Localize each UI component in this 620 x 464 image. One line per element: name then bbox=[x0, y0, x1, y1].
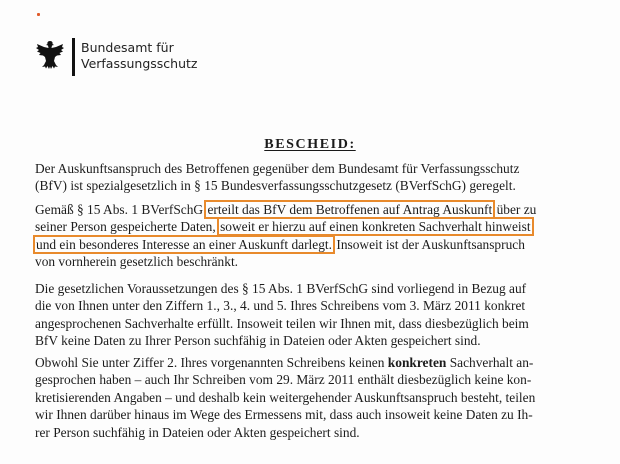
p3-line-3: angesprochenen Sachverhalte erfüllt. Insoweit teilen wir Ihnen mit, dass diesbezüglich beim bbox=[35, 315, 529, 331]
paragraph-1 bbox=[35, 160, 595, 195]
p4-line-1 bbox=[35, 354, 595, 371]
paragraph-4 bbox=[35, 354, 595, 441]
corner-mark bbox=[37, 13, 40, 16]
document-title bbox=[0, 137, 620, 153]
agency-line-1: Bundesamt für bbox=[81, 40, 174, 55]
p2-line-4: von vornherein gesetzlich beschränkt. bbox=[35, 254, 239, 270]
p2-line-1 bbox=[35, 201, 595, 218]
p1-line-1: Der Auskunftsanspruch des Betroffenen gegenüber dem Bundesamt für Verfassungsschutz bbox=[35, 161, 520, 176]
highlight-box-2: soweit er hierzu auf einen konkreten Sachverhalt hinweist bbox=[220, 219, 531, 235]
title-text: BESCHEID: bbox=[264, 137, 356, 152]
p3-line-1: Die gesetzlichen Voraussetzungen des § 15 Abs. 1 BVerfSchG sind vorliegend in Bezug auf bbox=[35, 281, 527, 296]
p2-line-1-end: über zu bbox=[496, 202, 537, 217]
p4-line-3: kretisierenden Angaben – und deshalb kein weitergehender Auskunftsanspruch besteht, teilen bbox=[35, 389, 536, 405]
p1-line-2: (BfV) ist spezialgesetzlich in § 15 Bundesverfassungsschutzgesetz (BVerfSchG) geregelt. bbox=[35, 178, 516, 194]
header-divider bbox=[72, 38, 75, 76]
highlight-box-3: und ein besonderes Interesse an einer Auskunft darlegt. bbox=[36, 236, 332, 252]
federal-eagle-icon bbox=[35, 39, 65, 73]
p4-line-4: wir Ihnen darüber hinaus im Wege des Ermessens mit, dass auch insoweit keine Daten zu Ih- bbox=[35, 407, 533, 423]
p4-line-2: gesprochen haben – auch Ihr Schreiben vom 29. März 2011 enthält diesbezüglich keine kon- bbox=[35, 372, 532, 388]
p2-line-2-start: seiner Person gespeicherte Daten, bbox=[35, 219, 216, 235]
highlight-box-1: erteilt das BfV dem Betroffenen auf Antrag Auskunft bbox=[207, 202, 493, 217]
paragraph-2 bbox=[35, 201, 595, 271]
paragraph-3 bbox=[35, 280, 595, 350]
p2-line-2 bbox=[35, 218, 595, 235]
p2-line-1-start: Gemäß § 15 Abs. 1 BVerfSchG bbox=[35, 202, 204, 217]
p4-line-1-start: Obwohl Sie unter Ziffer 2. Ihres vorgenannten Schreibens keinen bbox=[35, 355, 385, 370]
p3-line-2: die von Ihnen unter den Ziffern 1., 3., 4. und 5. Ihres Schreibens vom 3. März 2011 konkret bbox=[35, 298, 526, 314]
p4-line-5: rer Person suchfähig in Dateien oder Akten gespeichert sind. bbox=[35, 424, 360, 440]
p4-line-1-end: Sachverhalt an- bbox=[449, 355, 534, 370]
p2-line-3 bbox=[35, 236, 595, 253]
p2-line-3-end: Insoweit ist der Auskunftsanspruch bbox=[336, 236, 525, 252]
p4-emphasis: konkreten bbox=[387, 355, 447, 370]
agency-line-2: Verfassungsschutz bbox=[81, 56, 198, 71]
p3-line-4: BfV keine Daten zu Ihrer Person suchfähig in Dateien oder Akten gespeichert sind. bbox=[35, 333, 481, 349]
agency-name bbox=[81, 40, 197, 72]
